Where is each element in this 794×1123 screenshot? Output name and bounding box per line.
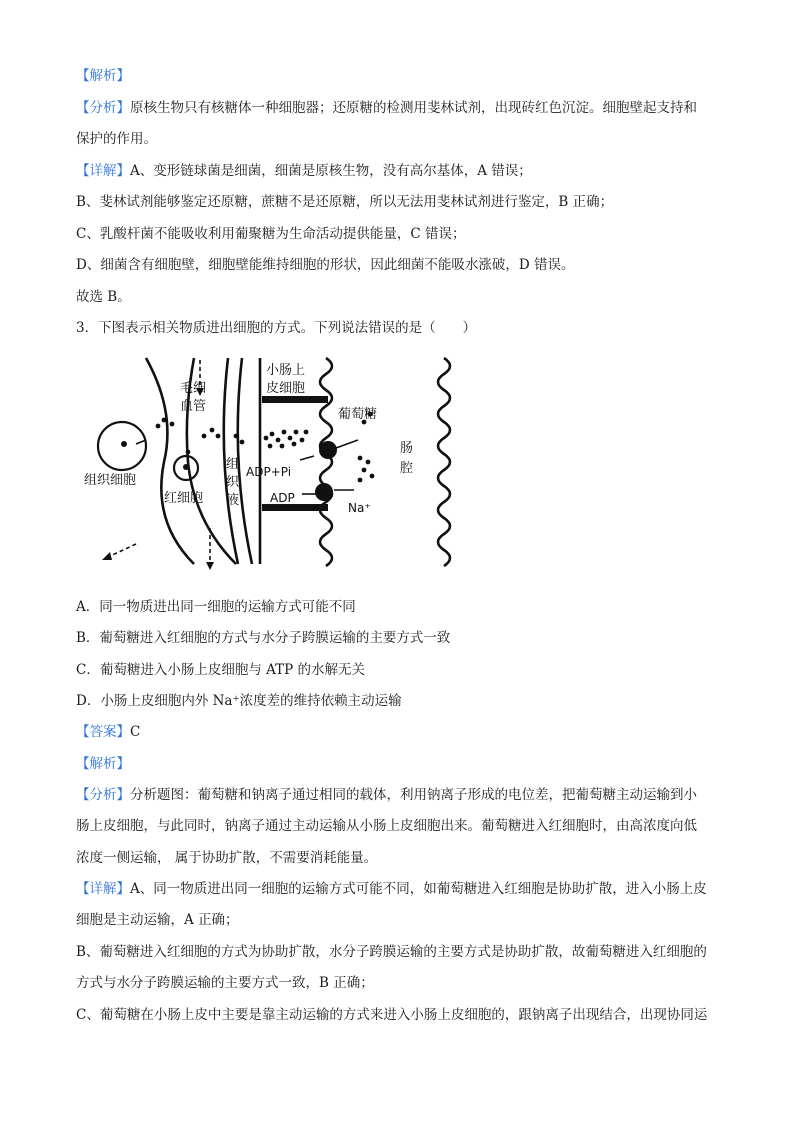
answer-line: 【答案】C — [76, 724, 141, 740]
detail-line-4: 方式与水分子跨膜运输的主要方式一致，B 正确； — [76, 975, 374, 991]
label-tissue-fluid-1: 组 — [226, 457, 240, 472]
label-red-blood-cell: 红细胞 — [164, 491, 204, 506]
option-d: D．小肠上皮细胞内外 Na⁺浓度差的维持依赖主动运输 — [76, 693, 402, 709]
label-tissue-fluid-2: 织 — [226, 475, 240, 490]
section-heading-analysis: 【解析】 — [76, 68, 130, 84]
conclusion: 故选 B。 — [76, 289, 131, 305]
detail-line-1: 【详解】A、同一物质进出同一细胞的运输方式可能不同，如葡萄糖进入红细胞是协助扩散，进入小肠上皮 — [76, 881, 707, 897]
detail-line-5: C、葡萄糖在小肠上皮中主要是靠主动运输的方式来进入小肠上皮细胞的，跟钠离子出现结合，出现协同运 — [76, 1007, 708, 1023]
label-epithelial-2: 皮细胞 — [266, 381, 306, 396]
carrier-protein-pump — [315, 483, 333, 501]
detail-line-c: C、乳酸杆菌不能吸收利用葡聚糖为生命活动提供能量，C 错误； — [76, 226, 466, 242]
label-lumen-2: 腔 — [400, 461, 414, 476]
tight-junction-bottom — [262, 504, 328, 511]
carrier-protein-glucose — [319, 441, 337, 459]
lumen-wall — [438, 358, 450, 566]
option-a: A．同一物质进出同一细胞的运输方式可能不同 — [76, 599, 356, 615]
option-b: B．葡萄糖进入红细胞的方式与水分子跨膜运输的主要方式一致 — [76, 630, 451, 646]
label-tissue-fluid-3: 液 — [226, 493, 240, 508]
detail-line-d: D、细菌含有细胞壁，细胞壁能维持细胞的形状，因此细菌不能吸水涨破，D 错误。 — [76, 257, 575, 273]
label-capillary-1: 毛细 — [180, 381, 207, 396]
question-stem: 3．下图表示相关物质进出细胞的方式。下列说法错误的是（ ） — [76, 320, 477, 336]
analysis-line-3: 浓度一侧运输， 属于协助扩散，不需要消耗能量。 — [76, 850, 378, 866]
tight-junction-top — [262, 396, 328, 403]
analysis-paragraph-cont: 保护的作用。 — [76, 131, 157, 147]
microvilli-membrane — [320, 358, 332, 566]
label-lumen-1: 肠 — [400, 441, 414, 456]
label-adp-pi: ADP+Pi — [246, 465, 292, 479]
tissue-cell-nucleus — [121, 441, 127, 447]
section-heading-analysis-2: 【解析】 — [76, 756, 130, 772]
detail-paragraph-a: 【详解】A、变形链球菌是细菌，细菌是原核生物，没有高尔基体，A 错误； — [76, 163, 532, 179]
detail-line-b: B、斐林试剂能够鉴定还原糖，蔗糖不是还原糖，所以无法用斐林试剂进行鉴定，B 正确； — [76, 194, 614, 210]
label-adp: ADP — [270, 491, 295, 505]
label-epithelial-1: 小肠上 — [266, 363, 306, 378]
interstitial-boundary-right — [238, 358, 252, 564]
label-sodium: Na⁺ — [348, 501, 371, 515]
detail-line-3: B、葡萄糖进入红细胞的方式为协助扩散，水分子跨膜运输的主要方式是协助扩散，故葡萄糖进入红细胞的 — [76, 944, 707, 960]
red-blood-cell-center — [183, 464, 189, 470]
label-capillary-2: 血管 — [180, 399, 207, 414]
membrane-transport-diagram — [76, 352, 476, 572]
option-c: C．葡萄糖进入小肠上皮细胞与 ATP 的水解无关 — [76, 662, 366, 678]
label-glucose: 葡萄糖 — [338, 407, 378, 422]
analysis-paragraph: 【分析】原核生物只有核糖体一种细胞器；还原糖的检测用斐林试剂，出现砖红色沉淀。细胞壁起支持和 — [76, 100, 697, 116]
analysis-line-1: 【分析】分析题图：葡萄糖和钠离子通过相同的载体，利用钠离子形成的电位差，把葡萄糖主动运输到小 — [76, 787, 697, 803]
label-tissue-cell: 组织细胞 — [84, 473, 137, 488]
analysis-line-2: 肠上皮细胞，与此同时，钠离子通过主动运输从小肠上皮细胞出来。葡萄糖进入红细胞时，由高浓度向低 — [76, 818, 697, 834]
detail-line-2: 细胞是主动运输，A 正确； — [76, 912, 239, 928]
